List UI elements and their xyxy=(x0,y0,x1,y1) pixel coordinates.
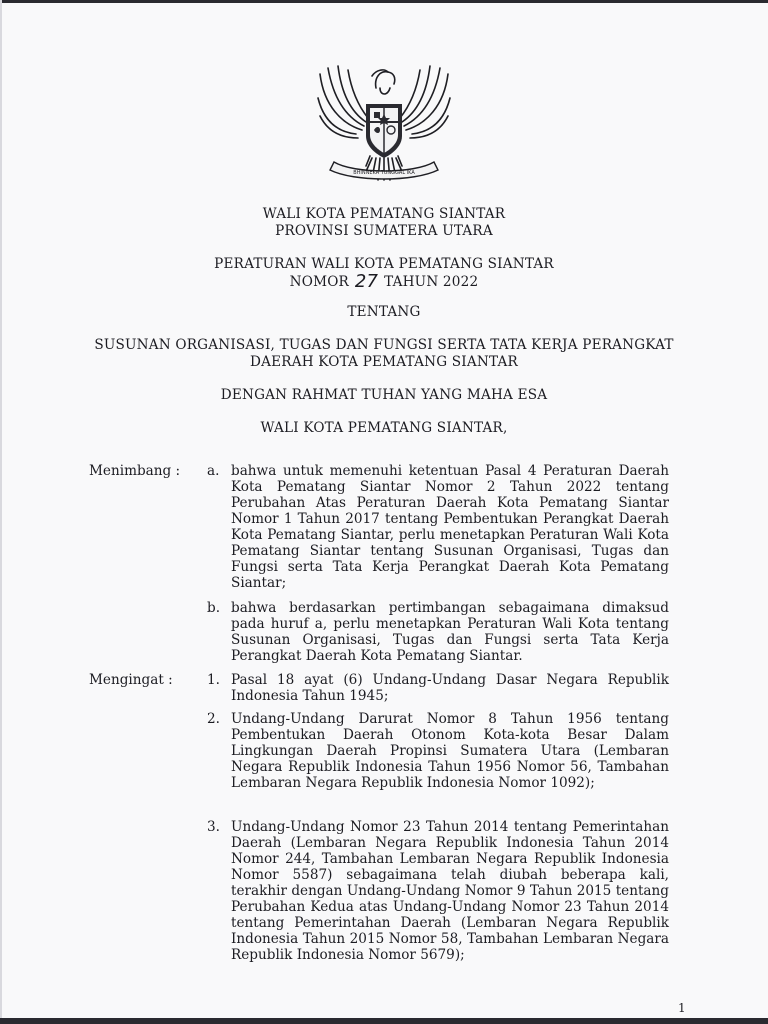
subject-line-1: SUSUNAN ORGANISASI, TUGAS DAN FUNGSI SERTA TATA KERJA PERANGKAT xyxy=(94,337,674,353)
issuer-title: WALI KOTA PEMATANG SIANTAR xyxy=(262,206,506,222)
mengingat-item-1-text: Pasal 18 ayat (6) Undang-Undang Dasar Negara Republik Indonesia Tahun 1945; xyxy=(231,672,669,704)
mengingat-label: Mengingat : xyxy=(89,672,173,688)
menimbang-item-a-text: bahwa untuk memenuhi ketentuan Pasal 4 Peraturan Daerah Kota Pematang Siantar Nomor 2 Tahun 2022 tentang Perubahan Atas Peraturan Daerah Kota Pematang Siantar Nomor 1 Tahun 2017 tentang Pembentukan Perangkat Daerah Kota Pematang Siantar, perlu menetapkan Peraturan Wali Kota Pematang Siantar tentang Susunan Organisasi, Tugas dan Fungsi serta Tata Kerja Perangkat Daerah Kota Pematang Siantar; xyxy=(231,463,669,591)
nomor-handwritten-value: 27 xyxy=(354,271,379,292)
page-number: 1 xyxy=(678,1001,686,1015)
garuda-pancasila-emblem xyxy=(314,58,454,188)
preamble: DENGAN RAHMAT TUHAN YANG MAHA ESA xyxy=(220,387,548,403)
regulation-title: PERATURAN WALI KOTA PEMATANG SIANTAR xyxy=(214,256,554,272)
authority-line: WALI KOTA PEMATANG SIANTAR, xyxy=(260,420,508,436)
mengingat-item-1-marker: 1. xyxy=(207,672,220,688)
menimbang-label: Menimbang : xyxy=(89,463,181,479)
scan-edge-bottom xyxy=(0,1018,768,1024)
mengingat-item-3-text: Undang-Undang Nomor 23 Tahun 2014 tentang Pemerintahan Daerah (Lembaran Negara Republik Indonesia Tahun 2014 Nomor 244, Tambahan Lembaran Negara Republik Indonesia Nomor 5587) sebagaimana telah diubah beberapa kali, terakhir dengan Undang-Undang Nomor 9 Tahun 2015 tentang Perubahan Kedua atas Undang-Undang Nomor 23 Tahun 2014 tentang Pemerintahan Daerah (Lembaran Negara Republik Indonesia Tahun 2015 Nomor 58, Tambahan Lembaran Negara Republik Indonesia Nomor 5679); xyxy=(231,819,669,963)
scan-edge-top xyxy=(0,0,768,3)
mengingat-item-2-text: Undang-Undang Darurat Nomor 8 Tahun 1956 tentang Pembentukan Daerah Otonom Kota-kota Besar Dalam Lingkungan Daerah Propinsi Sumatera Utara (Lembaran Negara Republik Indonesia Tahun 1956 Nomor 56, Tambahan Lembaran Negara Republik Indonesia Nomor 1092); xyxy=(231,711,669,791)
menimbang-item-b-marker: b. xyxy=(207,600,221,616)
province-title: PROVINSI SUMATERA UTARA xyxy=(275,223,493,239)
menimbang-item-b-text: bahwa berdasarkan pertimbangan sebagaimana dimaksud pada huruf a, perlu menetapkan Peraturan Wali Kota tentang Susunan Organisasi, Tugas dan Fungsi serta Tata Kerja Perangkat Daerah Kota Pematang Siantar. xyxy=(231,600,669,664)
nomor-year: TAHUN 2022 xyxy=(384,274,479,290)
emblem-motto-text: BHINNEKA TUNGGAL IKA xyxy=(353,170,415,176)
scan-edge-left xyxy=(0,0,2,1024)
mengingat-item-2-marker: 2. xyxy=(207,711,220,727)
subject-line-2: DAERAH KOTA PEMATANG SIANTAR xyxy=(250,354,518,370)
menimbang-item-a-marker: a. xyxy=(207,463,220,479)
nomor-prefix: NOMOR xyxy=(289,274,349,290)
regulation-number-line xyxy=(0,270,768,291)
tentang-heading: TENTANG xyxy=(347,304,421,320)
mengingat-item-3-marker: 3. xyxy=(207,819,220,835)
